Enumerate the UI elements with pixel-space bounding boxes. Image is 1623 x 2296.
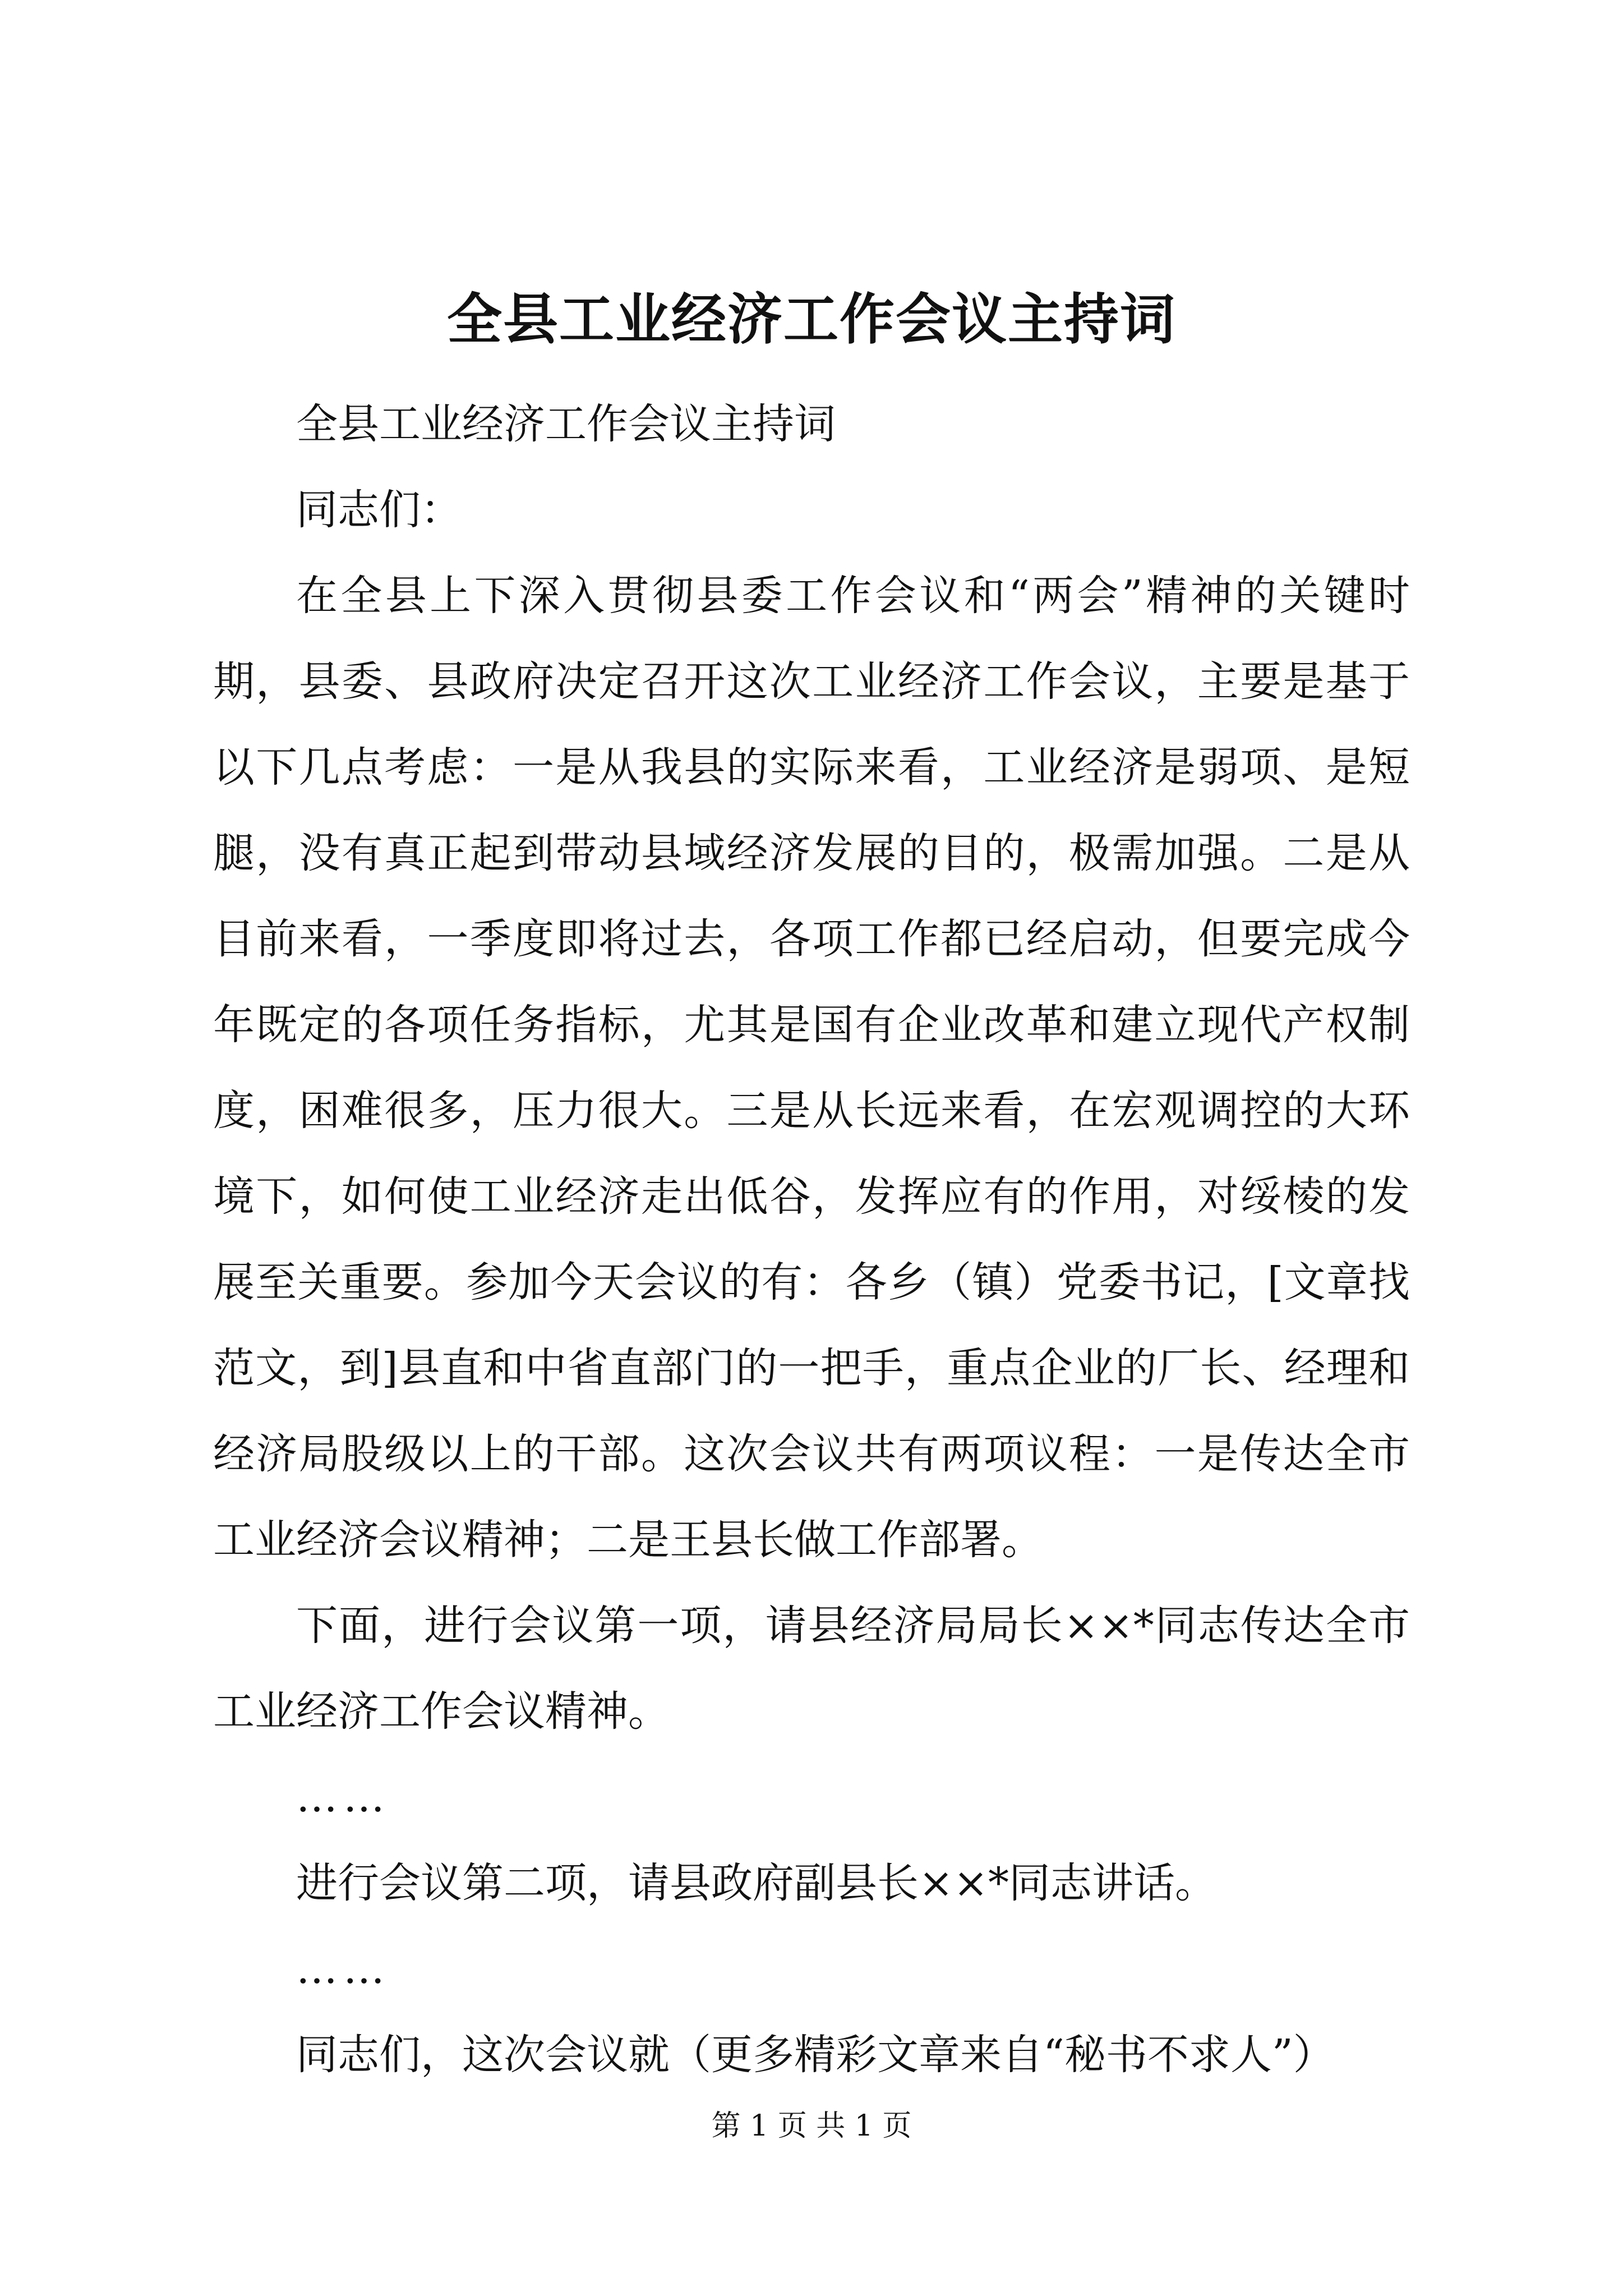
paragraph-agenda-two: 进行会议第二项，请县政府副县长××*同志讲话。 <box>296 1859 1217 1907</box>
document-body <box>213 381 1410 2098</box>
paragraph-agenda-one: 下面，进行会议第一项，请县经济局局长××*同志传达全市工业经济工作会议精神。 <box>213 1602 1410 1736</box>
paragraph-ellipsis: …… <box>296 1773 390 1821</box>
page-footer: 第 1 页 共 1 页 <box>711 2109 912 2143</box>
document-title: 全县工业经济工作会议主持词 <box>446 287 1176 352</box>
paragraph-closing: 同志们，这次会议就（更多精彩文章来自“秘书不求人”） <box>296 2031 1335 2079</box>
paragraph-main: 在全县上下深入贯彻县委工作会议和“两会”精神的关键时期，县委、县政府决定召开这次工业经济工作会议，主要是基于以下几点考虑：一是从我县的实际来看，工业经济是弱项、是短腿，没有真正起到带动县域经济发展的目的，极需加强。二是从目前来看，一季度即将过去，各项工作都已经启动，但要完成今年既定的各项任务指标，尤其是国有企业改革和建立现代产权制度，困难很多，压力很大。三是从长远来看，在宏观调控的大环境下，如何使工业经济走出低谷，发挥应有的作用，对绥棱的发展至关重要。参加今天会议的有：各乡（镇）党委书记，[文章找范文，到]县直和中省直部门的一把手，重点企业的厂长、经理和经济局股级以上的干部。这次会议共有两项议程：一是传达全市工业经济会议精神；二是王县长做工作部署。 <box>213 572 1410 1564</box>
paragraph-salutation: 同志们： <box>296 486 462 534</box>
paragraph-subtitle: 全县工业经济工作会议主持词 <box>296 400 836 448</box>
paragraph-ellipsis: …… <box>296 1945 390 1993</box>
